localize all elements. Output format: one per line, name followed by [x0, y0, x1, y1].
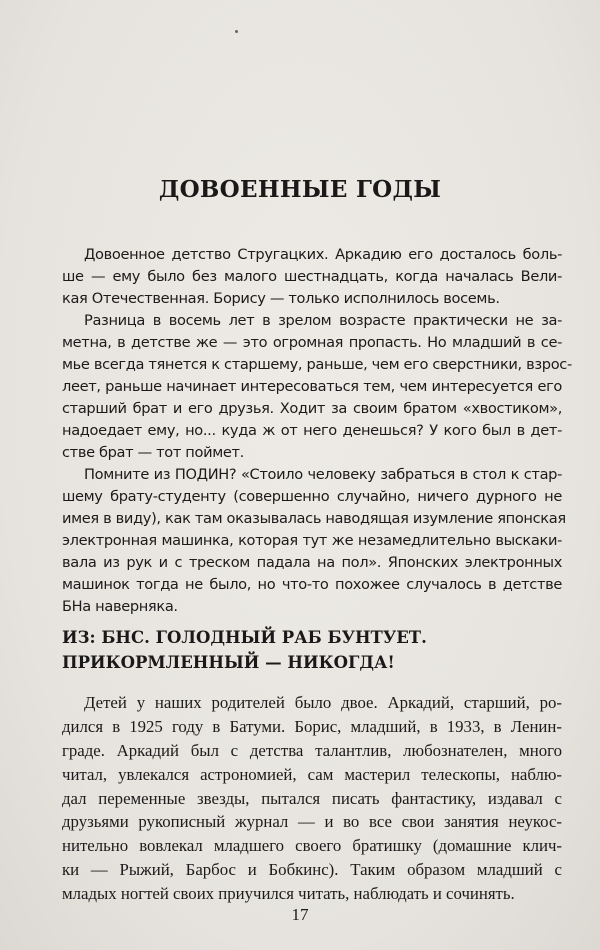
text-line: дал переменные звезды, пытался писать фантастику, издавал с [62, 788, 562, 808]
text-line: мье всегда тянется к старшему, раньше, чем его сверстники, взрос- [62, 356, 572, 373]
text-line: надоедает ему, но... куда ж от него денешься? У кого был в дет- [62, 422, 562, 439]
text-line: ше — ему было без малого шестнадцать, когда началась Вели- [62, 268, 562, 285]
text-line: Помните из ПОДИН? «Стоило человеку забраться в стол к стар- [84, 466, 562, 483]
text-line: Довоенное детство Стругацких. Аркадию его досталось боль- [84, 246, 562, 263]
text-line: Разница в восемь лет в зрелом возрасте практически не за- [84, 312, 562, 329]
text-line: метна, в детстве же — это огромная пропасть. Но младший в се- [62, 334, 562, 351]
text-line: друзьями рукописный журнал — и во все свои занятия неукос- [62, 812, 562, 832]
text-line: кая Отечественная. Борису — только исполнилось восемь. [62, 290, 500, 307]
text-line: дился в 1925 году в Батуми. Борис, младший, в 1933, в Ленин- [62, 716, 562, 736]
text-line: читал, увлекался астрономией, сам мастерил телескопы, наблю- [62, 764, 562, 784]
paragraph [62, 464, 566, 618]
quote-text [62, 691, 562, 906]
paragraph [62, 310, 572, 464]
text-line: леет, раньше начинает интересоваться тем, чем интересуется его [62, 378, 562, 395]
text-line: имея в виду), как там оказывалась наводящая изумление японская [62, 510, 566, 527]
intro-text [62, 244, 572, 618]
text-line: стве брат — тот поймет. [62, 444, 244, 461]
text-line: ки — Рыжий, Барбос и Бобкинс). Таким образом младший с [62, 860, 562, 880]
text-line: БНа наверняка. [62, 598, 178, 615]
scan-speck [235, 30, 238, 33]
chapter-title: ДОВОЕННЫЕ ГОДЫ [158, 176, 442, 203]
text-line: нительно вовлекал младшего своего братишку (домашние клич- [62, 836, 562, 856]
section-heading-line: ИЗ: БНС. ГОЛОДНЫЙ РАБ БУНТУЕТ. [62, 628, 427, 647]
text-line: младых ногтей своих приучился читать, наблюдать и сочинять. [62, 884, 515, 904]
text-line: старший брат и его друзья. Ходит за своим братом «хвостиком», [62, 400, 562, 417]
page-number: 17 [291, 905, 309, 924]
text-line: шему брату-студенту (совершенно случайно, ничего дурного не [62, 488, 562, 505]
text-line: вала из рук и с треском падала на пол». Японских электронных [62, 554, 562, 571]
section-heading-line: ПРИКОРМЛЕННЫЙ — НИКОГДА! [62, 653, 395, 672]
text-line: Детей у наших родителей было двое. Аркадий, старший, ро- [84, 693, 562, 712]
paragraph [62, 691, 562, 906]
text-line: машинок тогда не было, но что-то похожее случалось в детстве [62, 576, 562, 593]
section-heading [62, 625, 427, 675]
text-line: граде. Аркадий был с детства талантлив, любознателен, много [62, 740, 562, 760]
text-line: электронная машинка, которая тут же незамедлительно выскаки- [62, 532, 562, 549]
paragraph [62, 244, 562, 310]
